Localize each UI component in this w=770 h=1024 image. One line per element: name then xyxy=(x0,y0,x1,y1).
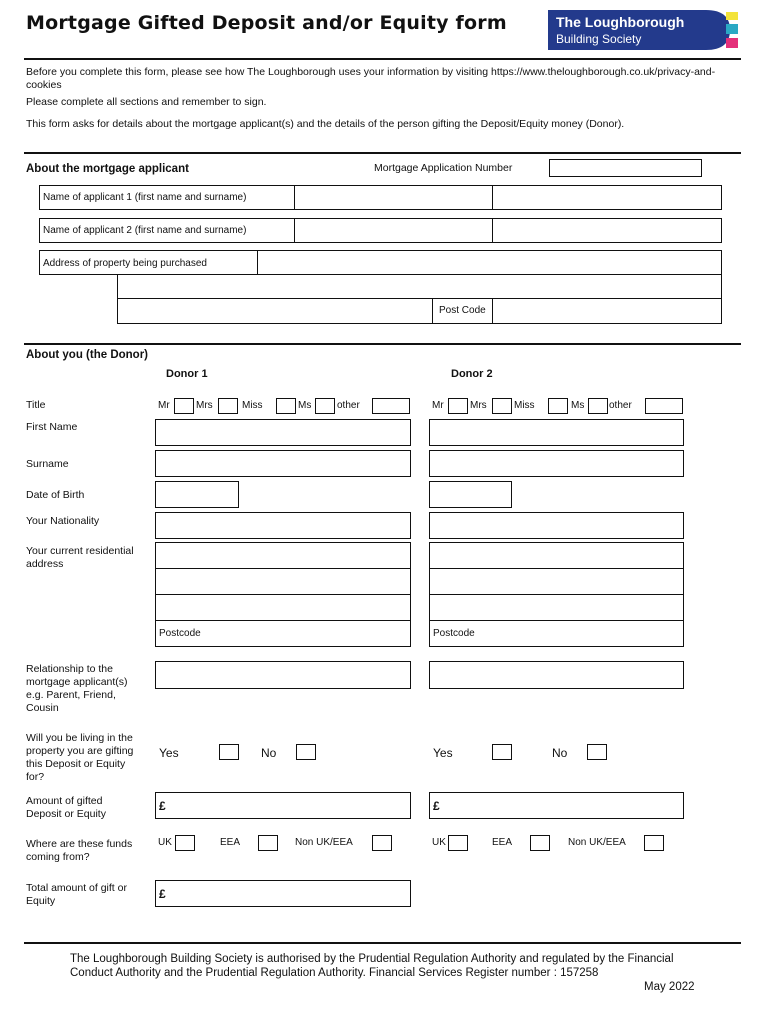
donor2-no-label: No xyxy=(552,746,568,760)
donor2-eea-checkbox[interactable] xyxy=(530,835,550,851)
donor1-yes-checkbox[interactable] xyxy=(219,744,239,760)
donor1-other-input[interactable] xyxy=(372,398,410,414)
donor1-other-label: other xyxy=(337,400,360,411)
donor2-address-input-2[interactable] xyxy=(429,568,684,595)
total-currency-symbol: £ xyxy=(159,887,166,901)
form-purpose: This form asks for details about the mortgage applicant(s) and the details of the person gifting the Deposit/Equity money (Donor). xyxy=(26,118,625,130)
app-number-input[interactable] xyxy=(549,159,702,177)
header-divider xyxy=(24,58,741,60)
donor2-ms-label: Ms xyxy=(571,400,585,411)
donor1-nationality-input[interactable] xyxy=(155,512,411,539)
footer-divider xyxy=(24,942,741,944)
donor-heading: About you (the Donor) xyxy=(26,349,149,361)
donor2-miss-checkbox[interactable] xyxy=(548,398,568,414)
funds-source-label: Where are these funds coming from? xyxy=(26,838,133,863)
donor1-ms-checkbox[interactable] xyxy=(315,398,335,414)
donor1-miss-label: Miss xyxy=(242,400,263,411)
donor1-uk-checkbox[interactable] xyxy=(175,835,195,851)
donor1-relationship-input[interactable] xyxy=(155,661,411,689)
property-address-label: Address of property being purchased xyxy=(43,258,207,269)
donor2-other-input[interactable] xyxy=(645,398,683,414)
donor1-mr-checkbox[interactable] xyxy=(174,398,194,414)
donor1-non-uk-checkbox[interactable] xyxy=(372,835,392,851)
surname-label: Surname xyxy=(26,458,69,470)
donor1-surname-input[interactable] xyxy=(155,450,411,477)
total-label: Total amount of gift or Equity xyxy=(26,882,127,907)
donor2-surname-input[interactable] xyxy=(429,450,684,477)
privacy-notice: Before you complete this form, please see how The Loughborough uses your information by visiting https://www.theloughborough.co.uk/privacy-and-cookies xyxy=(26,66,716,91)
donor2-uk-checkbox[interactable] xyxy=(448,835,468,851)
logo-graphic xyxy=(548,10,738,50)
donor1-eea-label: EEA xyxy=(220,837,241,848)
section-divider-2 xyxy=(24,343,741,345)
donor1-postcode-input[interactable] xyxy=(155,620,411,647)
donor1-non-uk-label: Non UK/EEA xyxy=(295,837,353,848)
form-title: Mortgage Gifted Deposit and/or Equity form xyxy=(26,12,507,34)
donor1-postcode-label: Postcode xyxy=(159,628,201,639)
form-date: May 2022 xyxy=(644,981,695,993)
applicant1-first-input[interactable] xyxy=(294,185,493,210)
residential-address-label: Your current residential address xyxy=(26,545,134,570)
donor2-other-label: other xyxy=(609,400,632,411)
donor1-address-input-2[interactable] xyxy=(155,568,411,595)
donor2-dob-input[interactable] xyxy=(429,481,512,508)
donor2-no-checkbox[interactable] xyxy=(587,744,607,760)
donor1-miss-checkbox[interactable] xyxy=(276,398,296,414)
donor1-ms-label: Ms xyxy=(298,400,312,411)
donor2-currency-symbol: £ xyxy=(433,799,440,813)
donor1-amount-input[interactable] xyxy=(155,792,411,819)
donor2-address-input-3[interactable] xyxy=(429,594,684,621)
donor1-uk-label: UK xyxy=(158,837,172,848)
donor2-first-name-input[interactable] xyxy=(429,419,684,446)
property-postcode-label: Post Code xyxy=(439,305,486,316)
property-postcode-input[interactable] xyxy=(492,298,722,324)
property-address-input-3[interactable] xyxy=(117,298,433,324)
donor2-non-uk-label: Non UK/EEA xyxy=(568,837,626,848)
donor1-eea-checkbox[interactable] xyxy=(258,835,278,851)
donor2-amount-input[interactable] xyxy=(429,792,684,819)
donor2-mr-label: Mr xyxy=(432,400,444,411)
amount-label: Amount of gifted Deposit or Equity xyxy=(26,795,106,820)
donor1-mr-label: Mr xyxy=(158,400,170,411)
donor2-relationship-input[interactable] xyxy=(429,661,684,689)
applicant1-label: Name of applicant 1 (first name and surname) xyxy=(43,192,247,203)
property-address-input-2[interactable] xyxy=(117,274,722,299)
donor2-ms-checkbox[interactable] xyxy=(588,398,608,414)
applicant2-surname-input[interactable] xyxy=(492,218,722,243)
applicant2-first-input[interactable] xyxy=(294,218,493,243)
donor2-postcode-label: Postcode xyxy=(433,628,475,639)
donor1-yes-label: Yes xyxy=(159,746,179,760)
donor1-heading: Donor 1 xyxy=(166,368,208,380)
property-postcode-label-cell xyxy=(432,298,493,324)
donor1-no-checkbox[interactable] xyxy=(296,744,316,760)
applicant-heading: About the mortgage applicant xyxy=(26,163,189,175)
svg-text:The Loughborough: The Loughborough xyxy=(556,14,685,30)
dob-label: Date of Birth xyxy=(26,489,85,501)
donor1-no-label: No xyxy=(261,746,277,760)
donor1-mrs-label: Mrs xyxy=(196,400,213,411)
society-logo xyxy=(548,10,738,50)
living-in-property-label: Will you be living in the property you are gifting this Deposit or Equity for? xyxy=(26,732,134,783)
applicant2-label: Name of applicant 2 (first name and surname) xyxy=(43,225,247,236)
donor2-mr-checkbox[interactable] xyxy=(448,398,468,414)
donor2-yes-checkbox[interactable] xyxy=(492,744,512,760)
title-label: Title xyxy=(26,399,46,411)
donor2-heading: Donor 2 xyxy=(451,368,493,380)
donor1-address-input-1[interactable] xyxy=(155,542,411,569)
total-amount-input[interactable] xyxy=(155,880,411,907)
complete-instruction: Please complete all sections and remember to sign. xyxy=(26,96,267,108)
donor2-non-uk-checkbox[interactable] xyxy=(644,835,664,851)
app-number-label: Mortgage Application Number xyxy=(374,162,513,174)
donor2-nationality-input[interactable] xyxy=(429,512,684,539)
donor2-postcode-input[interactable] xyxy=(429,620,684,647)
donor2-mrs-checkbox[interactable] xyxy=(492,398,512,414)
relationship-label: Relationship to the mortgage applicant(s) e.g. Parent, Friend, Cousin xyxy=(26,663,128,714)
donor2-address-input-1[interactable] xyxy=(429,542,684,569)
regulatory-notice: The Loughborough Building Society is authorised by the Prudential Regulation Authority and regulated by the Financial Conduct Authority and the Prudential Regulation Authority. Financial Services Register number : 157258 xyxy=(70,953,674,979)
donor1-currency-symbol: £ xyxy=(159,799,166,813)
donor1-mrs-checkbox[interactable] xyxy=(218,398,238,414)
donor1-first-name-input[interactable] xyxy=(155,419,411,446)
nationality-label: Your Nationality xyxy=(26,515,100,527)
donor2-mrs-label: Mrs xyxy=(470,400,487,411)
section-divider xyxy=(24,152,741,154)
property-address-input-1[interactable] xyxy=(257,250,722,275)
first-name-label: First Name xyxy=(26,421,78,433)
donor2-yes-label: Yes xyxy=(433,746,453,760)
donor1-address-input-3[interactable] xyxy=(155,594,411,621)
donor2-miss-label: Miss xyxy=(514,400,535,411)
donor1-dob-input[interactable] xyxy=(155,481,239,508)
applicant1-surname-input[interactable] xyxy=(492,185,722,210)
svg-text:Building Society: Building Society xyxy=(556,32,642,46)
donor2-uk-label: UK xyxy=(432,837,446,848)
donor2-eea-label: EEA xyxy=(492,837,513,848)
